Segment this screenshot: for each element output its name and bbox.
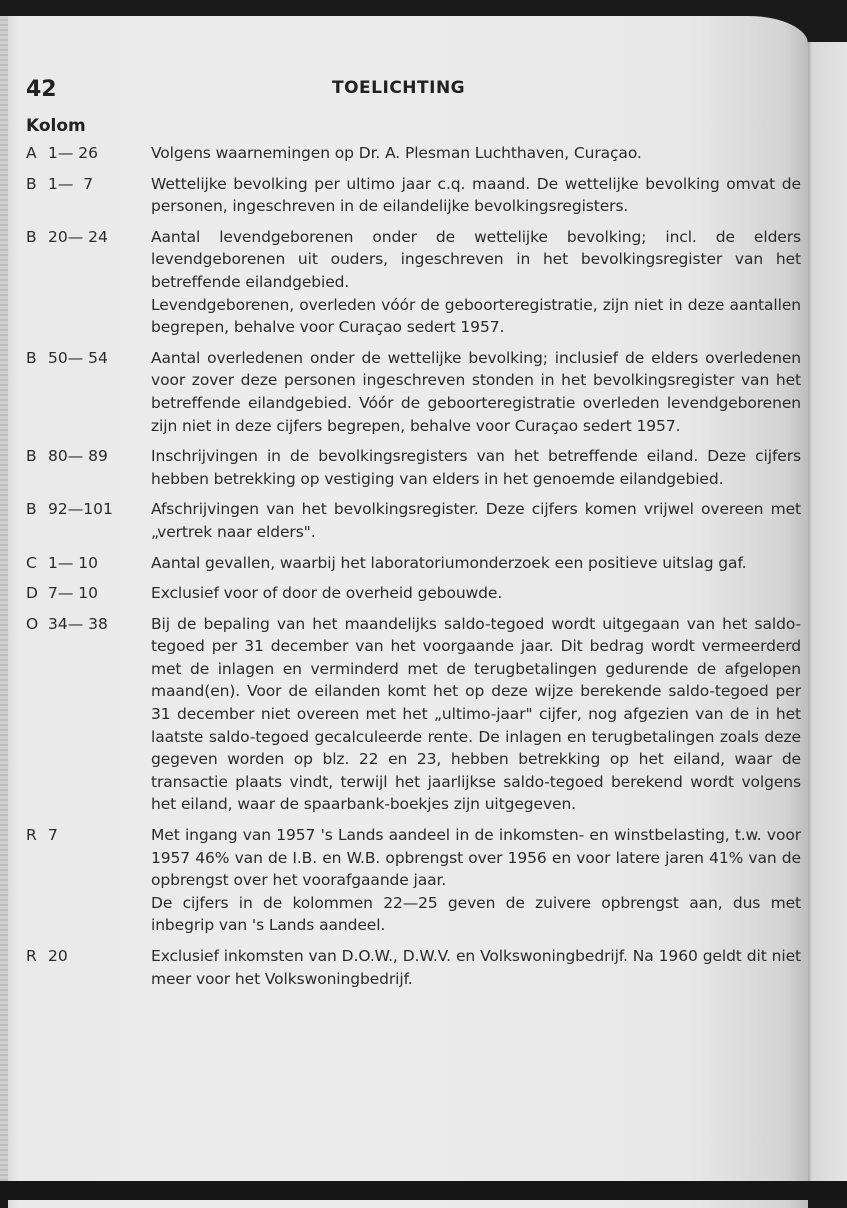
next-page-edge bbox=[808, 42, 847, 1192]
note-paragraph: Bij de bepaling van het maandelijks saldo-tegoed wordt uitgegaan van het saldo-tegoed per 31 december van het voorgaande jaar. Dit bedrag wordt vermeerderd met de inlagen en verminderd met de terugbetalingen gedurende de afgelopen maand(en). Voor de eilanden komt het op deze wijze berekende saldo-tegoed per 31 december niet overeen met het „ultimo-jaar" cijfer, nog afgezien van de in het laatste saldo-tegoed gecalculeerde rente. De inlagen en terugbetalingen zoals deze gegeven worden op blz. 22 en 23, hebben betrekking op het eiland, waar de transactie plaats vindt, terwijl het jaarlijkse saldo-tegoed berekend wordt volgens het eiland, waar de spaarbank-boekjes zijn uitgegeven. bbox=[151, 614, 801, 814]
note-paragraph: Aantal overledenen onder de wettelijke bevolking; inclusief de elders overledenen voor zover deze personen ingeschreven stonden in het bevolkingsregister van het betreffende eilandgebied. Vóór de geboorteregistratie overleden levendgeborenen zijn niet in deze cijfers begrepen, behalve voor Curaçao sedert 1957. bbox=[151, 348, 801, 435]
note-text bbox=[151, 613, 801, 816]
table-letter: R bbox=[26, 826, 37, 845]
note-paragraph: Wettelijke bevolking per ultimo jaar c.q. maand. De wettelijke bevolking omvat de personen, ingeschreven in de eilandelijke bevolkingsregisters. bbox=[151, 174, 801, 216]
running-title: TOELICHTING bbox=[332, 78, 466, 98]
notes-list bbox=[26, 142, 801, 998]
table-letter: C bbox=[26, 553, 37, 572]
note-entry bbox=[26, 445, 801, 490]
note-text bbox=[151, 347, 801, 437]
note-entry bbox=[26, 582, 801, 605]
column-reference bbox=[26, 552, 151, 575]
table-letter: B bbox=[26, 227, 37, 246]
table-letter: B bbox=[26, 348, 37, 367]
column-range: 7— 10 bbox=[48, 584, 99, 603]
note-entry bbox=[26, 173, 801, 218]
note-text bbox=[151, 226, 801, 339]
column-reference bbox=[26, 498, 151, 521]
column-reference bbox=[26, 945, 151, 968]
column-range: 1— 7 bbox=[48, 174, 94, 193]
note-entry bbox=[26, 347, 801, 437]
column-heading: Kolom bbox=[26, 116, 86, 136]
note-text bbox=[151, 445, 801, 490]
note-paragraph: Exclusief inkomsten van D.O.W., D.W.V. en Volkswoningbedrijf. Na 1960 geldt dit niet meer voor het Volkswoningbedrijf. bbox=[151, 947, 801, 988]
page-number: 42 bbox=[26, 77, 57, 102]
note-paragraph: Volgens waarnemingen op Dr. A. Plesman Luchthaven, Curaçao. bbox=[151, 144, 642, 162]
book-page bbox=[8, 16, 808, 1208]
note-text bbox=[151, 173, 801, 218]
column-range: 20— 24 bbox=[48, 227, 108, 246]
note-paragraph: Aantal levendgeborenen onder de wettelijke bevolking; incl. de elders levendgeborenen uit ouders, ingeschreven in het bevolkingsregister van het betreffende eilandgebied. bbox=[151, 227, 801, 291]
note-entry bbox=[26, 226, 801, 339]
column-reference bbox=[26, 824, 151, 847]
note-entry bbox=[26, 945, 801, 990]
column-range: 50— 54 bbox=[48, 348, 108, 367]
note-entry bbox=[26, 613, 801, 816]
table-letter: A bbox=[26, 144, 37, 162]
column-range: 80— 89 bbox=[48, 447, 108, 466]
column-range: 1— 26 bbox=[48, 144, 99, 162]
column-range: 34— 38 bbox=[48, 614, 108, 633]
column-range: 7 bbox=[48, 826, 58, 845]
note-paragraph: De cijfers in de kolommen 22—25 geven de zuivere opbrengst aan, dus met inbegrip van 's Lands aandeel. bbox=[151, 893, 801, 935]
page-header bbox=[8, 74, 808, 104]
note-paragraph: Afschrijvingen van het bevolkingsregister. Deze cijfers komen vrijwel overeen met „vertrek naar elders". bbox=[151, 500, 801, 541]
column-range: 1— 10 bbox=[48, 553, 99, 572]
table-letter: B bbox=[26, 447, 37, 466]
table-letter: O bbox=[26, 614, 39, 633]
column-reference bbox=[26, 613, 151, 636]
note-text bbox=[151, 824, 801, 937]
table-letter: B bbox=[26, 500, 37, 519]
note-text bbox=[151, 945, 801, 990]
note-paragraph: Aantal gevallen, waarbij het laboratoriumonderzoek een positieve uitslag gaf. bbox=[151, 553, 747, 572]
note-paragraph: Met ingang van 1957 's Lands aandeel in de inkomsten- en winstbelasting, t.w. voor 1957 46% van de I.B. en W.B. opbrengst over 1956 en voor latere jaren 41% van de opbrengst over het voorafgaande jaar. bbox=[151, 826, 801, 890]
table-letter: B bbox=[26, 174, 37, 193]
note-entry bbox=[26, 142, 801, 165]
column-reference bbox=[26, 173, 151, 196]
note-entry bbox=[26, 552, 801, 575]
column-reference bbox=[26, 582, 151, 605]
column-reference bbox=[26, 347, 151, 370]
note-text bbox=[151, 582, 801, 605]
column-range: 92—101 bbox=[48, 500, 113, 519]
column-reference bbox=[26, 445, 151, 468]
column-reference bbox=[26, 142, 151, 165]
note-paragraph: Inschrijvingen in de bevolkingsregisters van het betreffende eiland. Deze cijfers hebben betrekking op vestiging van elders in het genoemde eilandgebied. bbox=[151, 447, 801, 488]
table-letter: D bbox=[26, 584, 38, 603]
bottom-shadow bbox=[0, 1181, 847, 1200]
column-range: 20 bbox=[48, 947, 68, 965]
note-text bbox=[151, 552, 801, 575]
note-entry bbox=[26, 824, 801, 937]
table-letter: R bbox=[26, 947, 37, 965]
note-paragraph: Exclusief voor of door de overheid gebouwde. bbox=[151, 584, 503, 603]
note-text bbox=[151, 142, 801, 165]
note-text bbox=[151, 498, 801, 543]
note-paragraph: Levendgeborenen, overleden vóór de geboorteregistratie, zijn niet in deze aantallen begrepen, behalve voor Curaçao sedert 1957. bbox=[151, 295, 801, 337]
column-reference bbox=[26, 226, 151, 249]
note-entry bbox=[26, 498, 801, 543]
